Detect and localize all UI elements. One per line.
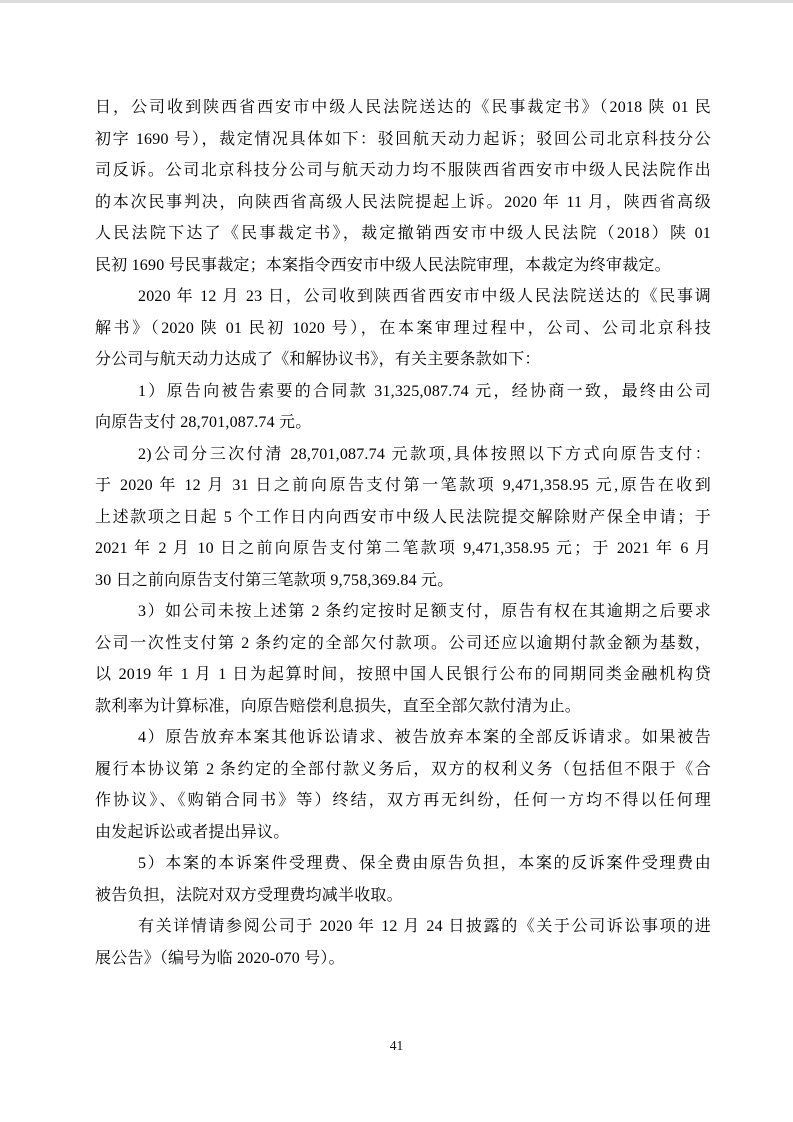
text-line: 初字 1690 号），裁定情况具体如下：驳回航天动力起诉；驳回公司北京科技分公 xyxy=(95,130,711,148)
text-line: 解书》（2020 陕 01 民初 1020 号），在本案审理过程中，公司、公司北京科技 xyxy=(95,319,711,337)
text-line: 展公告》（编号为临 2020-070 号）。 xyxy=(95,949,345,967)
page-top-edge xyxy=(0,0,793,3)
text-line: 司反诉。公司北京科技分公司与航天动力均不服陕西省西安市中级人民法院作出 xyxy=(95,162,711,179)
page-number: 41 xyxy=(389,1038,404,1053)
text-line: 上述款项之日起 5 个工作日内向西安市中级人民法院提交解除财产保全申请；于 xyxy=(95,508,711,526)
text-line: 由发起诉讼或者提出异议。 xyxy=(95,823,290,841)
text-line: 5）本案的本诉案件受理费、保全费由原告负担，本案的反诉案件受理费由 xyxy=(138,855,711,872)
text-line: 被告负担，法院对双方受理费均减半收取。 xyxy=(95,886,403,904)
text-line: 4）原告放弃本案其他诉讼请求、被告放弃本案的全部反诉请求。如果被告 xyxy=(138,729,711,746)
text-line: 分公司与航天动力达成了《和解协议书》，有关主要条款如下： xyxy=(95,351,541,368)
text-line: 人民法院下达了《民事裁定书》，裁定撤销西安市中级人民法院（2018）陕 01 xyxy=(95,225,711,242)
text-line: 民初 1690 号民事裁定；本案指令西安市中级人民法院审理，本裁定为终审裁定。 xyxy=(95,256,671,274)
text-line: 2)公司分三次付清 28,701,087.74 元款项,具体按照以下方式向原告支付： xyxy=(138,445,711,463)
document-body xyxy=(95,92,711,974)
text-line: 于 2020 年 12 月 31 日之前向原告支付第一笔款项 9,471,358.95 元,原告在收到 xyxy=(95,477,711,494)
text-line: 有关详情请参阅公司于 2020 年 12 月 24 日披露的《关于公司诉讼事项的进 xyxy=(138,918,711,935)
text-line: 公司一次性支付第 2 条约定的全部欠付款项。公司还应以逾期付款金额为基数， xyxy=(95,634,711,652)
text-line: 作协议》、《购销合同书》等）终结，双方再无纠纷，任何一方均不得以任何理 xyxy=(95,792,711,809)
text-line: 2021 年 2 月 10 日之前向原告支付第二笔款项 9,471,358.95 元；于 2021 年 6 月 xyxy=(95,540,711,557)
text-line: 3）如公司未按上述第 2 条约定按时足额支付，原告有权在其逾期之后要求 xyxy=(138,603,711,620)
text-line: 30 日之前向原告支付第三笔款项 9,758,369.84 元。 xyxy=(95,571,454,589)
text-line: 以 2019 年 1 月 1 日为起算时间，按照中国人民银行公布的同期同类金融机构贷 xyxy=(95,666,711,683)
text-line: 日，公司收到陕西省西安市中级人民法院送达的《民事裁定书》（2018 陕 01 民 xyxy=(95,99,711,116)
text-line: 1）原告向被告索要的合同款 31,325,087.74 元，经协商一致，最终由公司 xyxy=(138,382,711,400)
text-line: 2020 年 12 月 23 日，公司收到陕西省西安市中级人民法院送达的《民事调 xyxy=(138,288,711,305)
text-line: 向原告支付 28,701,087.74 元。 xyxy=(95,414,312,431)
text-line: 款利率为计算标准，向原告赔偿利息损失，直至全部欠款付清为止。 xyxy=(95,697,582,715)
text-line: 的本次民事判决，向陕西省高级人民法院提起上诉。2020 年 11 月，陕西省高级 xyxy=(95,193,711,211)
text-line: 履行本协议第 2 条约定的全部付款义务后，双方的权利义务（包括但不限于《合 xyxy=(95,760,711,778)
